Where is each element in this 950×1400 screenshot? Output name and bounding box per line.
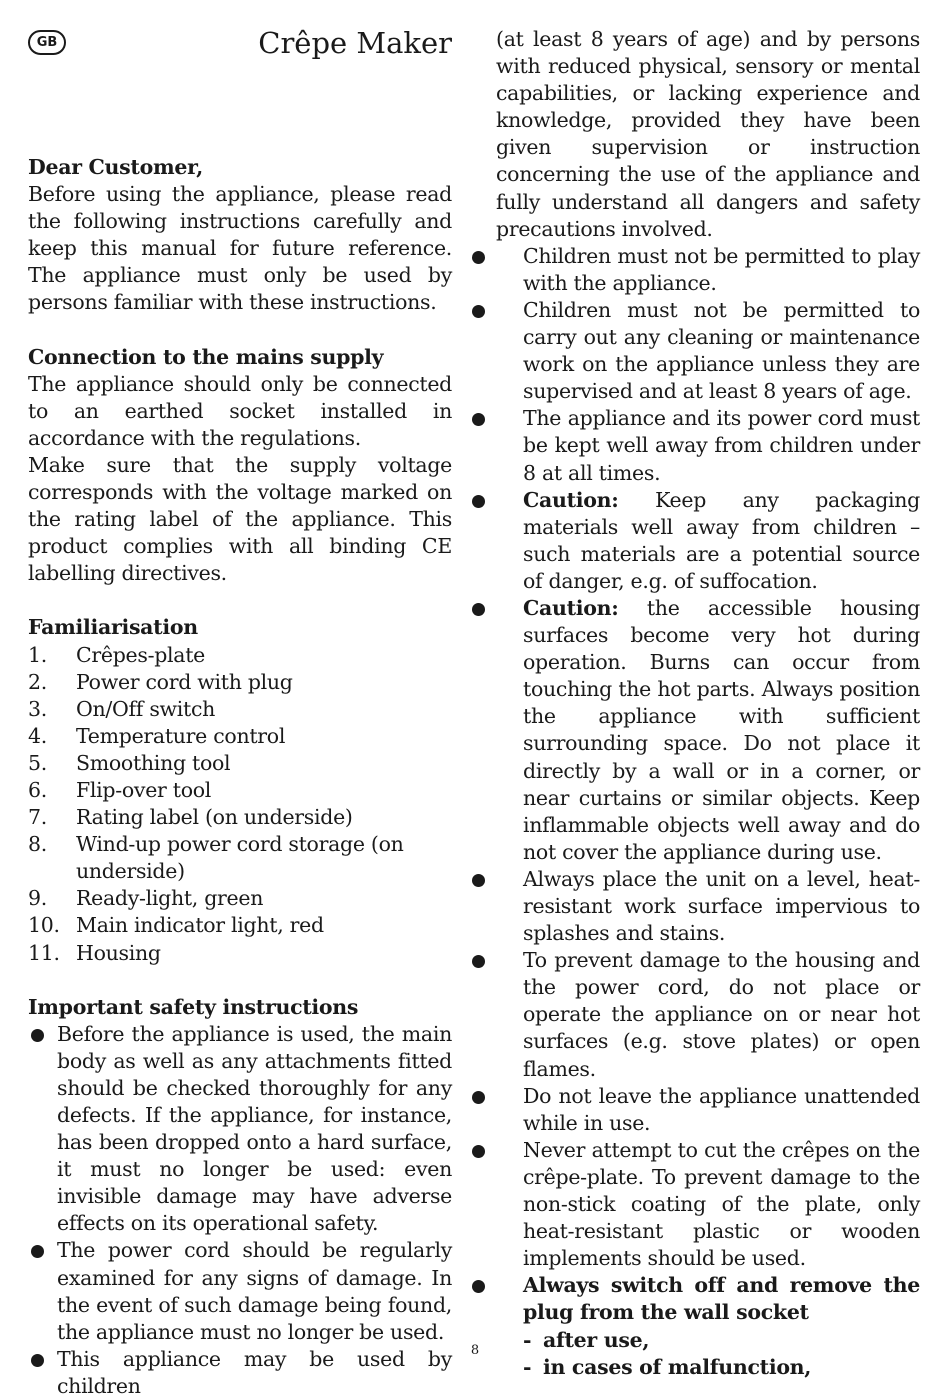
language-badge: GB <box>28 30 66 55</box>
list-item: 10. Main indicator light, red <box>28 913 324 938</box>
list-item: 5. Smoothing tool <box>28 750 231 775</box>
bullet-icon <box>472 305 485 318</box>
bullet-icon <box>472 495 485 508</box>
list-item: 6. Flip-over tool <box>28 777 212 802</box>
list-item: Caution: Keep any packaging materials well away from children – such materials are a potential source of danger, e.g. of suffocation. <box>496 487 920 595</box>
left-column <box>28 26 452 1400</box>
list-item: Before the appliance is used, the main body as well as any attachments fitted should be checked thoroughly for any defects. If the appliance, for instance, has been dropped onto a hard surface, it must no longer be used: even invisible damage may have adverse effects on its operational safety. <box>28 1021 452 1238</box>
parts-list <box>28 642 452 967</box>
familiarisation-heading: Familiarisation <box>28 615 198 640</box>
page-header <box>28 26 452 66</box>
list-item: Never attempt to cut the crêpes on the crêpe-plate. To prevent damage to the non-stick coating of the plate, only heat-resistant plastic or wooden implements should be used. <box>496 1137 920 1272</box>
bullet-icon <box>472 413 485 426</box>
mains-heading: Connection to the mains supply <box>28 344 384 369</box>
sub-item: - after use, <box>523 1327 650 1352</box>
list-item: 1. Crêpes-plate <box>28 642 205 667</box>
safety-continuation: (at least 8 years of age) and by persons with reduced physical, sensory or mental capabilities, or lacking experience and knowledge, provided they have been given supervision or instruction concerning the use of the appliance and fully understand all dangers and safety precautions involved. <box>496 27 920 241</box>
intro-text: Before using the appliance, please read the following instructions carefully and keep this manual for future reference. The appliance must only be used by persons familiar with these instructions. <box>28 182 452 315</box>
list-item: 8. Wind-up power cord storage (on underside) <box>28 832 404 884</box>
list-item: Do not leave the appliance unattended while in use. <box>496 1083 920 1137</box>
list-item: 11. Housing <box>28 940 161 965</box>
list-item: 7. Rating label (on underside) <box>28 805 353 830</box>
safety-list-right <box>496 243 920 1381</box>
list-item: 9. Ready-light, green <box>28 886 264 911</box>
bullet-icon <box>472 1145 485 1158</box>
bullet-icon <box>472 955 485 968</box>
sub-item: - in cases of malfunction, <box>523 1354 812 1379</box>
bullet-icon <box>472 603 485 616</box>
list-item: This appliance may be used by children <box>28 1346 452 1400</box>
mains-para-2: Make sure that the supply voltage corresponds with the voltage marked on the rating label of the appliance. This product complies with all binding CE labelling directives. <box>28 452 452 586</box>
list-item: To prevent damage to the housing and the power cord, do not place or operate the appliance on or near hot surfaces (e.g. stove plates) or open flames. <box>496 947 920 1082</box>
list-item: The appliance and its power cord must be kept well away from children under 8 at all times. <box>496 405 920 486</box>
list-item: 3. On/Off switch <box>28 696 216 721</box>
bullet-icon <box>472 874 485 887</box>
bullet-icon <box>472 1280 485 1293</box>
bullet-icon <box>472 1091 485 1104</box>
list-item: Caution: the accessible housing surfaces become very hot during operation. Burns can occur from touching the hot parts. Always position the appliance with sufficient surrounding space. Do not place it directly by a wall or in a corner, or near curtains or similar objects. Keep inflammable objects well away and do not cover the appliance during use. <box>496 595 920 866</box>
bullet-icon <box>31 1029 44 1042</box>
bullet-icon <box>472 251 485 264</box>
safety-heading: Important safety instructions <box>28 994 359 1019</box>
list-item: 2. Power cord with plug <box>28 669 293 694</box>
mains-para-1: The appliance should only be connected to an earthed socket installed in accordance with the regulations. <box>28 371 452 450</box>
list-item: 4. Temperature control <box>28 723 286 748</box>
list-item: Children must not be permitted to carry out any cleaning or maintenance work on the appliance unless they are supervised and at least 8 years of age. <box>496 297 920 405</box>
list-item: The power cord should be regularly examined for any signs of damage. In the event of such damage being found, the appliance must no longer be used. <box>28 1237 452 1345</box>
bullet-icon <box>31 1245 44 1258</box>
page-number: 8 <box>470 1343 480 1358</box>
right-column <box>496 26 920 1381</box>
page-title: Crêpe Maker <box>258 26 452 60</box>
list-item: Children must not be permitted to play with the appliance. <box>496 243 920 297</box>
greeting: Dear Customer, <box>28 155 203 179</box>
list-item: Always switch off and remove the plug from the wall socket - after use, - in cases of malfunction, <box>496 1272 920 1380</box>
list-item: Always place the unit on a level, heat-resistant work surface impervious to splashes and stains. <box>496 866 920 947</box>
